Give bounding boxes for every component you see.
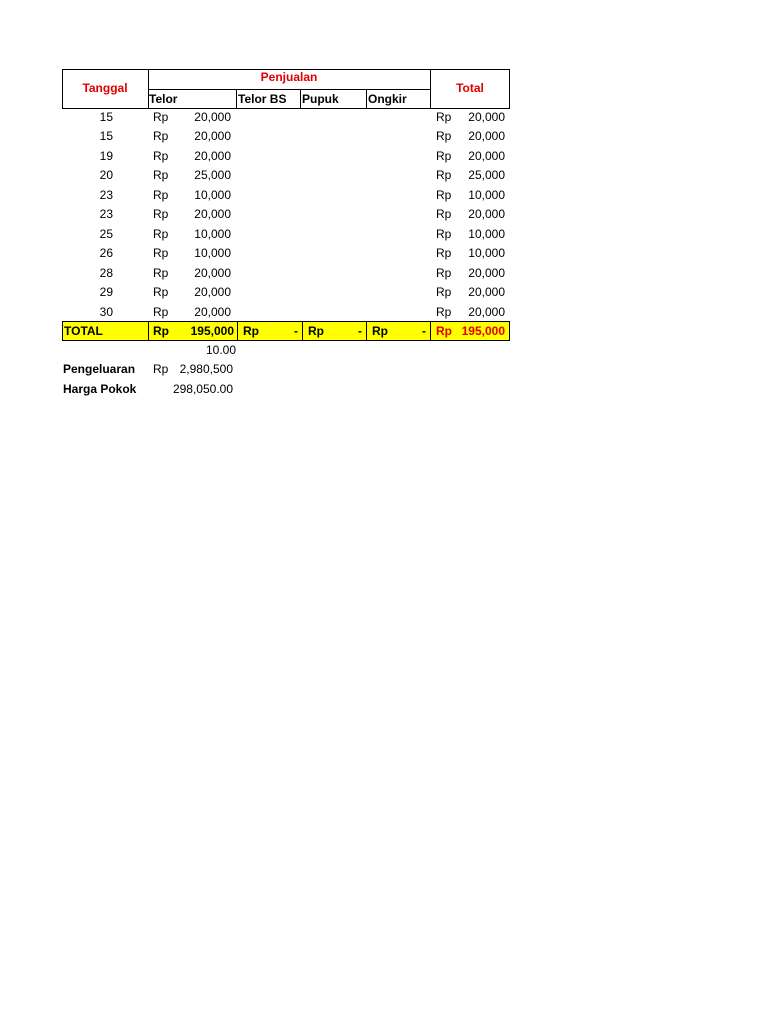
header-divider: [300, 89, 301, 109]
row-telor-currency: Rp: [153, 266, 169, 280]
row-telor-value: 20,000: [194, 305, 231, 319]
row-total-value: 10,000: [468, 227, 505, 241]
row-telor-value: 10,000: [194, 188, 231, 202]
row-date: 23: [99, 188, 113, 202]
row-telor-currency: Rp: [153, 207, 169, 221]
harga-pokok-value: 298,050.00: [172, 382, 233, 396]
row-total-currency: Rp: [436, 188, 452, 202]
header-divider: [148, 89, 430, 90]
row-telor-currency: Rp: [153, 227, 169, 241]
row-date: 20: [99, 168, 113, 182]
row-total-currency: Rp: [436, 266, 452, 280]
total-telor-bs-currency: Rp: [243, 324, 259, 338]
column-header-pupuk: Pupuk: [302, 92, 339, 106]
row-date: 19: [99, 149, 113, 163]
total-divider: [366, 321, 367, 341]
row-total-currency: Rp: [436, 285, 452, 299]
row-date: 25: [99, 227, 113, 241]
row-date: 15: [99, 110, 113, 124]
row-total-currency: Rp: [436, 168, 452, 182]
row-total-currency: Rp: [436, 305, 452, 319]
column-header-ongkir: Ongkir: [368, 92, 407, 106]
row-date: 29: [99, 285, 113, 299]
row-total-currency: Rp: [436, 129, 452, 143]
row-total-value: 20,000: [468, 149, 505, 163]
row-total-value: 10,000: [468, 246, 505, 260]
header-divider: [366, 89, 367, 109]
row-telor-currency: Rp: [153, 305, 169, 319]
ratio-value: 10.00: [205, 343, 236, 357]
row-telor-value: 20,000: [194, 149, 231, 163]
total-label: TOTAL: [64, 324, 103, 338]
row-total-value: 20,000: [468, 207, 505, 221]
row-total-value: 20,000: [468, 266, 505, 280]
row-date: 28: [99, 266, 113, 280]
total-divider: [302, 321, 303, 341]
row-telor-value: 10,000: [194, 227, 231, 241]
row-telor-currency: Rp: [153, 246, 169, 260]
pengeluaran-label: Pengeluaran: [63, 362, 136, 376]
total-divider: [237, 321, 238, 341]
row-telor-value: 20,000: [194, 285, 231, 299]
column-header-telor-bs: Telor BS: [238, 92, 287, 106]
total-ongkir-value: -: [422, 324, 426, 338]
row-telor-currency: Rp: [153, 129, 169, 143]
row-total-value: 20,000: [468, 305, 505, 319]
row-total-currency: Rp: [436, 110, 452, 124]
column-header-telor: Telor: [149, 92, 178, 106]
row-total-value: 20,000: [468, 129, 505, 143]
grand-total-currency: Rp: [436, 324, 452, 338]
row-telor-currency: Rp: [153, 168, 169, 182]
total-telor-value: 195,000: [190, 324, 234, 338]
pengeluaran-value: 2,980,500: [179, 362, 233, 376]
header-tanggal: Tanggal: [82, 81, 128, 95]
row-total-value: 20,000: [468, 285, 505, 299]
total-telor-bs-value: -: [294, 324, 298, 338]
row-telor-currency: Rp: [153, 188, 169, 202]
header-penjualan: Penjualan: [260, 70, 318, 84]
row-telor-value: 20,000: [194, 207, 231, 221]
total-divider: [430, 321, 431, 341]
row-date: 15: [99, 129, 113, 143]
total-divider: [148, 321, 149, 341]
row-total-currency: Rp: [436, 227, 452, 241]
row-total-value: 20,000: [468, 110, 505, 124]
pengeluaran-currency: Rp: [153, 362, 169, 376]
row-telor-value: 20,000: [194, 129, 231, 143]
row-telor-currency: Rp: [153, 110, 169, 124]
row-total-value: 25,000: [468, 168, 505, 182]
row-date: 23: [99, 207, 113, 221]
row-telor-value: 20,000: [194, 110, 231, 124]
harga-pokok-label: Harga Pokok: [63, 382, 137, 396]
row-total-currency: Rp: [436, 246, 452, 260]
row-date: 30: [99, 305, 113, 319]
row-telor-currency: Rp: [153, 285, 169, 299]
total-pupuk-value: -: [358, 324, 362, 338]
row-total-currency: Rp: [436, 207, 452, 221]
total-pupuk-currency: Rp: [308, 324, 324, 338]
row-total-value: 10,000: [468, 188, 505, 202]
row-date: 26: [99, 246, 113, 260]
row-telor-value: 25,000: [194, 168, 231, 182]
row-telor-currency: Rp: [153, 149, 169, 163]
row-telor-value: 10,000: [194, 246, 231, 260]
total-ongkir-currency: Rp: [372, 324, 388, 338]
header-divider: [236, 89, 237, 109]
row-total-currency: Rp: [436, 149, 452, 163]
header-total: Total: [456, 81, 484, 95]
row-telor-value: 20,000: [194, 266, 231, 280]
grand-total-value: 195,000: [461, 324, 505, 338]
total-telor-currency: Rp: [153, 324, 169, 338]
